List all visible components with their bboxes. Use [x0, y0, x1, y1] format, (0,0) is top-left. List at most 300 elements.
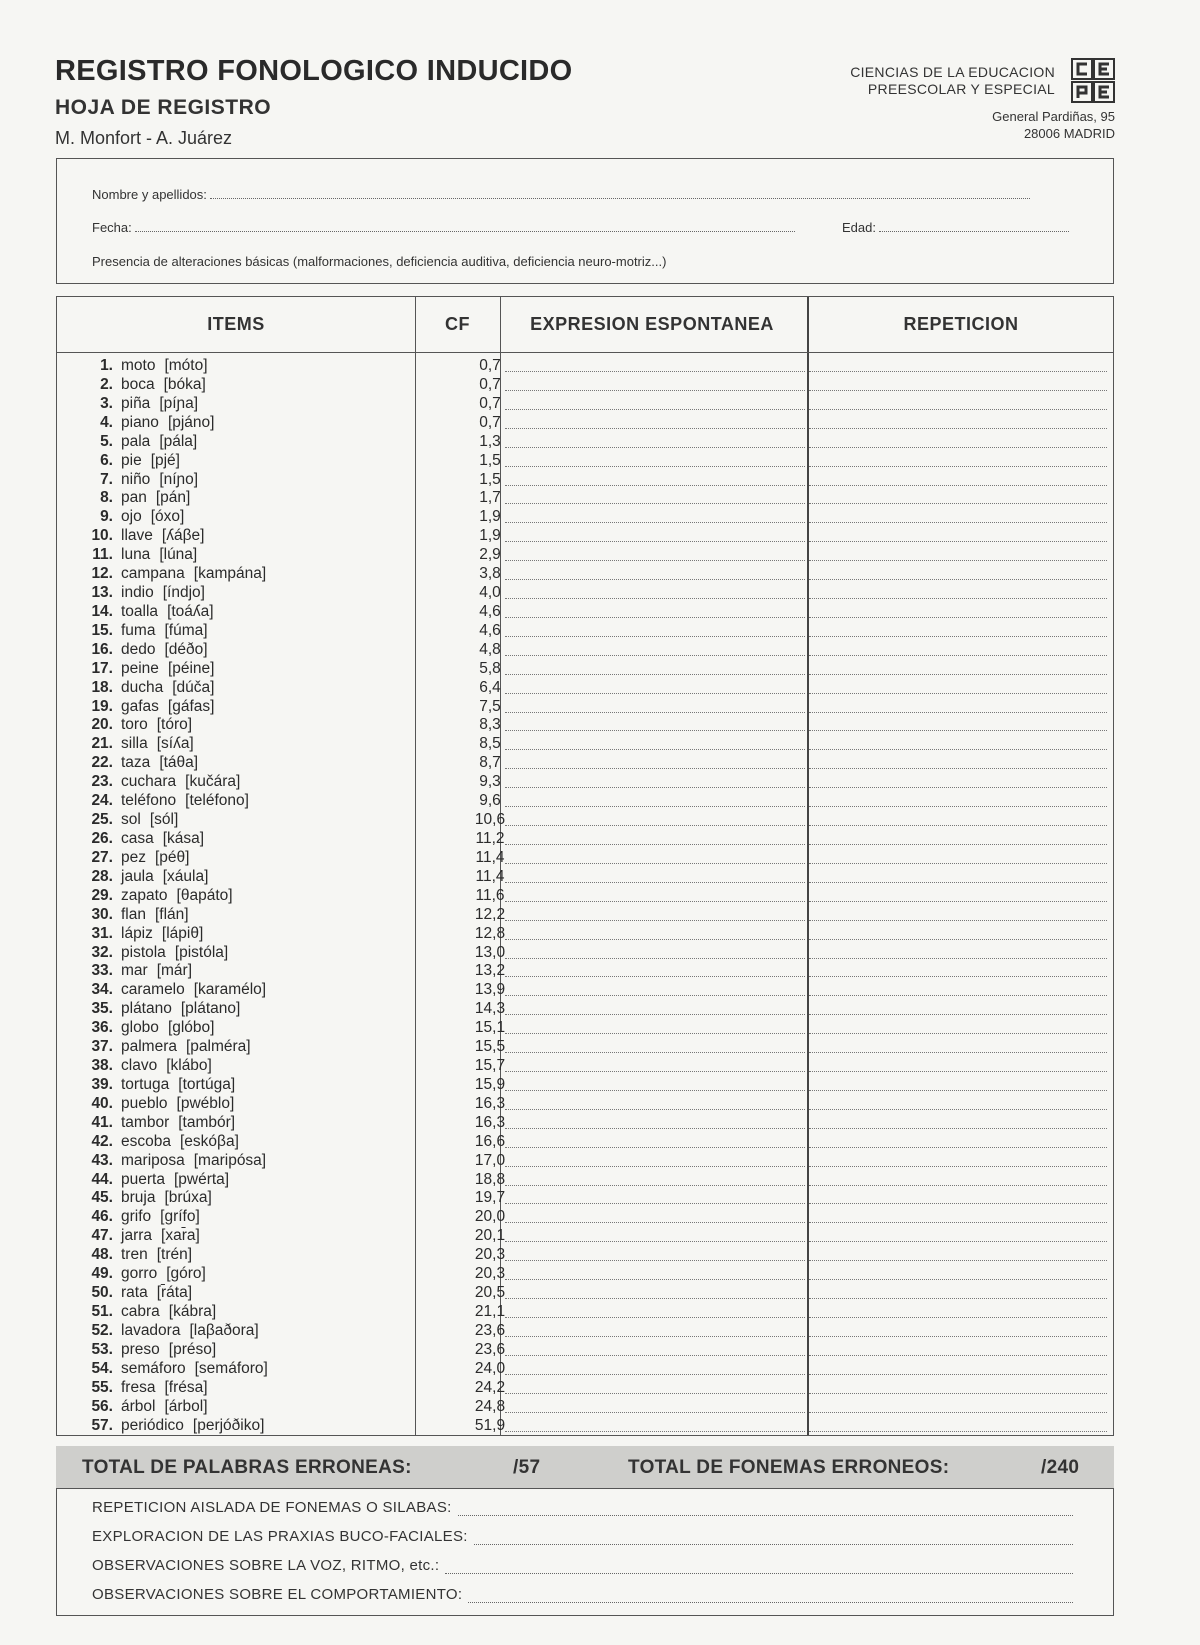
- repetition-answer-field[interactable]: [809, 588, 1107, 599]
- item-transcription: [bóka]: [163, 375, 206, 393]
- items-table: [56, 296, 1114, 1436]
- item-word-cell: [121, 1189, 212, 1207]
- item-transcription: [θapáto]: [176, 886, 233, 904]
- table-row: [57, 1152, 1115, 1171]
- repetition-answer-field[interactable]: [809, 1156, 1107, 1167]
- spontaneous-answer-field[interactable]: [505, 512, 805, 523]
- item-transcription: [dúča]: [172, 678, 215, 696]
- spontaneous-answer-field[interactable]: [505, 380, 805, 391]
- repetition-answer-field[interactable]: [809, 1307, 1107, 1318]
- item-word-cell: [121, 962, 192, 980]
- spontaneous-answer-field[interactable]: [505, 1421, 805, 1432]
- item-number: 56.: [91, 1397, 113, 1415]
- repetition-answer-field[interactable]: [809, 966, 1107, 977]
- spontaneous-answer-field[interactable]: [505, 702, 805, 713]
- spontaneous-answer-field[interactable]: [505, 531, 805, 542]
- item-cf: 8,3: [479, 716, 501, 734]
- item-word-cell: [121, 849, 189, 867]
- spontaneous-answer-field[interactable]: [505, 569, 805, 580]
- item-number: 2.: [100, 375, 113, 393]
- item-word: toro: [121, 716, 148, 734]
- table-row: [57, 395, 1115, 414]
- item-word: preso: [121, 1340, 160, 1358]
- repetition-answer-field[interactable]: [809, 758, 1107, 769]
- observation-praxias-field[interactable]: [474, 1532, 1073, 1545]
- spontaneous-answer-field[interactable]: [505, 588, 805, 599]
- spontaneous-answer-field[interactable]: [505, 645, 805, 656]
- item-word: semáforo: [121, 1359, 186, 1377]
- spontaneous-answer-field[interactable]: [505, 1061, 805, 1072]
- item-cf: 5,8: [479, 659, 501, 677]
- repetition-answer-field[interactable]: [809, 834, 1107, 845]
- item-word-cell: [121, 830, 204, 848]
- item-word-cell: [121, 433, 197, 451]
- item-transcription: [préso]: [168, 1340, 217, 1358]
- item-number: 13.: [91, 584, 113, 602]
- table-row: [57, 1246, 1115, 1265]
- repetition-answer-field[interactable]: [809, 475, 1107, 486]
- item-cf: 51,9: [474, 1416, 506, 1434]
- repetition-answer-field[interactable]: [809, 1099, 1107, 1110]
- item-number: 31.: [91, 924, 113, 942]
- item-cf: 21,1: [474, 1303, 506, 1320]
- spontaneous-answer-field[interactable]: [505, 1383, 805, 1394]
- table-row: [57, 981, 1115, 1000]
- item-cf: 1,5: [479, 470, 501, 488]
- item-cf: 13,0: [474, 943, 506, 961]
- item-transcription: [déðo]: [164, 640, 208, 658]
- item-word-cell: [121, 1303, 216, 1321]
- item-transcription: [lúna]: [159, 546, 198, 564]
- item-number: 12.: [91, 565, 113, 583]
- spontaneous-answer-field[interactable]: [505, 1193, 805, 1204]
- repetition-answer-field[interactable]: [809, 891, 1107, 902]
- repetition-answer-field[interactable]: [809, 1080, 1107, 1091]
- spontaneous-answer-field[interactable]: [505, 664, 805, 675]
- spontaneous-answer-field[interactable]: [505, 910, 805, 921]
- spontaneous-answer-field[interactable]: [505, 1326, 805, 1337]
- spontaneous-answer-field[interactable]: [505, 948, 805, 959]
- table-row: [57, 1019, 1115, 1038]
- spontaneous-answer-field[interactable]: [505, 777, 805, 788]
- spontaneous-answer-field[interactable]: [505, 1156, 805, 1167]
- table-row: [57, 471, 1115, 490]
- repetition-answer-field[interactable]: [809, 1212, 1107, 1223]
- total-phonemes-label: TOTAL DE FONEMAS ERRONEOS:: [628, 1457, 950, 1478]
- table-row: [57, 565, 1115, 584]
- item-word-cell: [121, 1322, 259, 1340]
- column-header-spontaneous: EXPRESION ESPONTANEA: [530, 314, 774, 334]
- item-word-cell: [121, 1341, 216, 1359]
- item-word-cell: [121, 716, 192, 734]
- repetition-answer-field[interactable]: [809, 985, 1107, 996]
- spontaneous-answer-field[interactable]: [505, 891, 805, 902]
- spontaneous-answer-field[interactable]: [505, 1004, 805, 1015]
- spontaneous-answer-field[interactable]: [505, 1402, 805, 1413]
- item-word-cell: [121, 1379, 208, 1397]
- publisher: [850, 64, 1055, 98]
- table-row: [57, 452, 1115, 471]
- item-number: 28.: [91, 867, 113, 885]
- spontaneous-answer-field[interactable]: [505, 966, 805, 977]
- item-number: 32.: [91, 943, 113, 961]
- item-cf: 7,5: [479, 697, 501, 715]
- date-field[interactable]: [135, 221, 795, 232]
- item-cf: 8,7: [479, 754, 501, 772]
- item-transcription: [lápiθ]: [161, 924, 204, 942]
- item-transcription: [tortúga]: [178, 1075, 236, 1093]
- item-number: 39.: [91, 1075, 113, 1093]
- spontaneous-answer-field[interactable]: [505, 1042, 805, 1053]
- spontaneous-answer-field[interactable]: [505, 929, 805, 940]
- repetition-answer-field[interactable]: [809, 1231, 1107, 1242]
- item-word-cell: [121, 1284, 192, 1302]
- repetition-answer-field[interactable]: [809, 1250, 1107, 1261]
- observation-behavior-label: OBSERVACIONES SOBRE EL COMPORTAMIENTO:: [92, 1586, 463, 1603]
- item-word-cell: [121, 1076, 235, 1094]
- repetition-answer-field[interactable]: [809, 550, 1107, 561]
- table-row: [57, 830, 1115, 849]
- item-cf: 0,7: [479, 357, 501, 374]
- item-number: 35.: [91, 1000, 113, 1018]
- spontaneous-answer-field[interactable]: [505, 739, 805, 750]
- item-cf: 6,4: [479, 678, 501, 696]
- item-word: fuma: [121, 621, 156, 639]
- spontaneous-answer-field[interactable]: [505, 834, 805, 845]
- item-cf: 3,8: [479, 565, 501, 583]
- item-word-cell: [121, 1227, 200, 1245]
- spontaneous-answer-field[interactable]: [505, 361, 805, 372]
- spontaneous-answer-field[interactable]: [505, 1250, 805, 1261]
- item-word: llave: [121, 527, 153, 545]
- item-word: jaula: [121, 867, 154, 885]
- item-number: 41.: [91, 1113, 113, 1131]
- repetition-answer-field[interactable]: [809, 1345, 1107, 1356]
- repetition-answer-field[interactable]: [809, 380, 1107, 391]
- item-number: 4.: [100, 413, 113, 431]
- item-transcription: [trén]: [156, 1246, 193, 1264]
- item-word: caramelo: [121, 981, 185, 999]
- repetition-answer-field[interactable]: [809, 512, 1107, 523]
- spontaneous-answer-field[interactable]: [505, 1118, 805, 1129]
- item-transcription: [síʎa]: [156, 735, 194, 753]
- repetition-answer-field[interactable]: [809, 929, 1107, 940]
- item-cf: 10,6: [474, 811, 506, 829]
- item-word: pueblo: [121, 1094, 168, 1112]
- spontaneous-answer-field[interactable]: [505, 418, 805, 429]
- item-word-cell: [121, 1019, 214, 1037]
- name-field[interactable]: [210, 188, 1030, 199]
- repetition-answer-field[interactable]: [809, 361, 1107, 372]
- item-transcription: [péθ]: [155, 848, 190, 866]
- repetition-answer-field[interactable]: [809, 702, 1107, 713]
- repetition-answer-field[interactable]: [809, 1175, 1107, 1186]
- item-cf: 0,7: [479, 394, 501, 412]
- table-row: [57, 527, 1115, 546]
- repetition-answer-field[interactable]: [809, 1023, 1107, 1034]
- repetition-answer-field[interactable]: [809, 1042, 1107, 1053]
- table-row: [57, 357, 1115, 376]
- repetition-answer-field[interactable]: [809, 739, 1107, 750]
- spontaneous-answer-field[interactable]: [505, 1099, 805, 1110]
- repetition-answer-field[interactable]: [809, 815, 1107, 826]
- spontaneous-answer-field[interactable]: [505, 475, 805, 486]
- item-cf: 14,3: [474, 1000, 506, 1018]
- spontaneous-answer-field[interactable]: [505, 493, 805, 504]
- item-word-cell: [121, 754, 198, 772]
- observation-behavior-field[interactable]: [468, 1590, 1073, 1603]
- age-row: [842, 220, 1082, 235]
- item-word-cell: [121, 395, 198, 413]
- table-row: [57, 546, 1115, 565]
- item-word-cell: [121, 660, 214, 678]
- item-word-cell: [121, 1038, 251, 1056]
- item-word-cell: [121, 452, 180, 470]
- repetition-answer-field[interactable]: [809, 910, 1107, 921]
- item-cf: 1,9: [479, 508, 501, 526]
- spontaneous-answer-field[interactable]: [505, 985, 805, 996]
- table-row: [57, 1341, 1115, 1360]
- repetition-answer-field[interactable]: [809, 607, 1107, 618]
- spontaneous-answer-field[interactable]: [505, 607, 805, 618]
- repetition-answer-field[interactable]: [809, 1383, 1107, 1394]
- spontaneous-answer-field[interactable]: [505, 1231, 805, 1242]
- item-transcription: [glóbo]: [167, 1019, 215, 1037]
- item-transcription: [grífo]: [160, 1208, 200, 1226]
- item-number: 53.: [91, 1340, 113, 1358]
- item-word: periódico: [121, 1416, 184, 1434]
- item-transcription: [pjáno]: [167, 413, 215, 431]
- spontaneous-answer-field[interactable]: [505, 1345, 805, 1356]
- item-word: ducha: [121, 678, 164, 696]
- item-number: 16.: [91, 640, 113, 658]
- item-number: 51.: [91, 1303, 113, 1320]
- table-row: [57, 1076, 1115, 1095]
- age-label: Edad:: [842, 220, 876, 235]
- repetition-answer-field[interactable]: [809, 948, 1107, 959]
- table-row: [57, 1284, 1115, 1303]
- item-transcription: [sól]: [149, 811, 179, 829]
- item-cf: 16,3: [474, 1113, 506, 1131]
- item-cf: 15,7: [474, 1057, 506, 1075]
- repetition-answer-field[interactable]: [809, 645, 1107, 656]
- repetition-answer-field[interactable]: [809, 1137, 1107, 1148]
- item-cf: 11,4: [475, 848, 505, 866]
- item-word-cell: [121, 1095, 234, 1113]
- spontaneous-answer-field[interactable]: [505, 796, 805, 807]
- item-word: grifo: [121, 1208, 152, 1226]
- address-line-1: General Pardiñas, 95: [992, 109, 1115, 124]
- repetition-answer-field[interactable]: [809, 1118, 1107, 1129]
- observation-behavior-row: [92, 1586, 1073, 1603]
- item-number: 48.: [91, 1246, 113, 1264]
- item-transcription: [toáʎa]: [167, 602, 214, 620]
- spontaneous-answer-field[interactable]: [505, 720, 805, 731]
- item-transcription: [klábo]: [166, 1057, 212, 1075]
- repetition-answer-field[interactable]: [809, 1326, 1107, 1337]
- item-number: 9.: [100, 508, 113, 526]
- item-cf: 9,3: [479, 773, 501, 791]
- item-word-cell: [121, 868, 208, 886]
- spontaneous-answer-field[interactable]: [505, 872, 805, 883]
- item-transcription: [perjóðiko]: [192, 1416, 265, 1434]
- item-word: casa: [121, 830, 154, 847]
- repetition-answer-field[interactable]: [809, 1288, 1107, 1299]
- spontaneous-answer-field[interactable]: [505, 1364, 805, 1375]
- item-word-cell: [121, 1246, 192, 1264]
- item-transcription: [fúma]: [164, 621, 208, 639]
- item-transcription: [tambór]: [178, 1113, 236, 1131]
- item-word-cell: [121, 981, 266, 999]
- spontaneous-answer-field[interactable]: [505, 815, 805, 826]
- table-row: [57, 944, 1115, 963]
- table-row: [57, 868, 1115, 887]
- repetition-answer-field[interactable]: [809, 456, 1107, 467]
- item-word-cell: [121, 357, 208, 375]
- item-cf: 20,5: [474, 1284, 506, 1302]
- table-row: [57, 376, 1115, 395]
- item-number: 38.: [91, 1057, 113, 1075]
- spontaneous-answer-field[interactable]: [505, 1269, 805, 1280]
- observation-voice-field[interactable]: [445, 1561, 1073, 1574]
- item-word-cell: [121, 376, 206, 394]
- observation-isolated-field[interactable]: [458, 1503, 1073, 1516]
- repetition-answer-field[interactable]: [809, 720, 1107, 731]
- repetition-answer-field[interactable]: [809, 1421, 1107, 1432]
- spontaneous-answer-field[interactable]: [505, 456, 805, 467]
- item-transcription: [gáfas]: [167, 697, 215, 715]
- item-word: niño: [121, 470, 151, 488]
- item-number: 15.: [91, 621, 113, 639]
- item-word-cell: [121, 1057, 212, 1075]
- spontaneous-answer-field[interactable]: [505, 1137, 805, 1148]
- repetition-answer-field[interactable]: [809, 1364, 1107, 1375]
- total-phonemes-max: /240: [1041, 1457, 1080, 1478]
- repetition-answer-field[interactable]: [809, 437, 1107, 448]
- item-transcription: [kása]: [162, 830, 205, 847]
- repetition-answer-field[interactable]: [809, 399, 1107, 410]
- item-word-cell: [121, 944, 228, 962]
- item-transcription: [kábra]: [168, 1303, 217, 1320]
- item-cf: 11,4: [475, 867, 505, 885]
- item-cf: 20,0: [474, 1208, 506, 1226]
- item-cf: 11,6: [475, 886, 505, 904]
- item-transcription: [péine]: [167, 659, 215, 677]
- table-row: [57, 887, 1115, 906]
- item-transcription: [píɲa]: [159, 394, 199, 412]
- spontaneous-answer-field[interactable]: [505, 1175, 805, 1186]
- spontaneous-answer-field[interactable]: [505, 683, 805, 694]
- repetition-answer-field[interactable]: [809, 777, 1107, 788]
- spontaneous-answer-field[interactable]: [505, 758, 805, 769]
- table-row: [57, 773, 1115, 792]
- item-number: 8.: [100, 489, 113, 507]
- age-field[interactable]: [879, 221, 1069, 232]
- item-transcription: [maripósa]: [193, 1151, 267, 1169]
- item-word-cell: [121, 1265, 206, 1283]
- spontaneous-answer-field[interactable]: [505, 550, 805, 561]
- spontaneous-answer-field[interactable]: [505, 626, 805, 637]
- table-row: [57, 1360, 1115, 1379]
- repetition-answer-field[interactable]: [809, 626, 1107, 637]
- item-cf: 20,1: [474, 1227, 506, 1245]
- spontaneous-answer-field[interactable]: [505, 853, 805, 864]
- repetition-answer-field[interactable]: [809, 853, 1107, 864]
- authors: M. Monfort - A. Juárez: [55, 128, 233, 148]
- table-row: [57, 1265, 1115, 1284]
- observation-voice-label: OBSERVACIONES SOBRE LA VOZ, RITMO, etc.:: [92, 1557, 440, 1574]
- repetition-answer-field[interactable]: [809, 493, 1107, 504]
- item-word: cabra: [121, 1303, 160, 1320]
- item-cf: 15,1: [474, 1019, 506, 1037]
- item-number: 54.: [91, 1359, 113, 1377]
- item-transcription: [xáula]: [162, 867, 209, 885]
- table-row: [57, 1303, 1115, 1322]
- repetition-answer-field[interactable]: [809, 796, 1107, 807]
- item-number: 36.: [91, 1019, 113, 1037]
- item-cf: 2,9: [479, 546, 501, 564]
- table-row: [57, 1000, 1115, 1019]
- item-number: 37.: [91, 1038, 113, 1056]
- repetition-answer-field[interactable]: [809, 1193, 1107, 1204]
- item-word: plátano: [121, 1000, 172, 1018]
- item-transcription: [níɲo]: [159, 470, 199, 488]
- spontaneous-answer-field[interactable]: [505, 1288, 805, 1299]
- repetition-answer-field[interactable]: [809, 1402, 1107, 1413]
- repetition-answer-field[interactable]: [809, 418, 1107, 429]
- repetition-answer-field[interactable]: [809, 531, 1107, 542]
- table-row: [57, 414, 1115, 433]
- item-word-cell: [121, 546, 197, 564]
- repetition-answer-field[interactable]: [809, 1061, 1107, 1072]
- date-row: [92, 220, 812, 235]
- table-row: [57, 925, 1115, 944]
- item-word-cell: [121, 414, 214, 432]
- table-row: [57, 679, 1115, 698]
- repetition-answer-field[interactable]: [809, 683, 1107, 694]
- item-number: 25.: [91, 811, 113, 829]
- item-number: 26.: [91, 830, 113, 847]
- repetition-answer-field[interactable]: [809, 569, 1107, 580]
- item-word: tren: [121, 1246, 148, 1264]
- item-number: 40.: [91, 1094, 113, 1112]
- item-cf: 11,2: [475, 830, 505, 847]
- spontaneous-answer-field[interactable]: [505, 399, 805, 410]
- item-word-cell: [121, 792, 249, 810]
- spontaneous-answer-field[interactable]: [505, 1023, 805, 1034]
- spontaneous-answer-field[interactable]: [505, 1307, 805, 1318]
- spontaneous-answer-field[interactable]: [505, 1080, 805, 1091]
- observation-isolated-label: REPETICION AISLADA DE FONEMAS O SILABAS:: [92, 1499, 452, 1516]
- spontaneous-answer-field[interactable]: [505, 437, 805, 448]
- spontaneous-answer-field[interactable]: [505, 1212, 805, 1223]
- item-word-cell: [121, 811, 178, 829]
- repetition-answer-field[interactable]: [809, 872, 1107, 883]
- column-header-repetition: REPETICION: [903, 314, 1019, 334]
- item-word: toalla: [121, 602, 159, 620]
- item-number: 55.: [91, 1378, 113, 1396]
- repetition-answer-field[interactable]: [809, 664, 1107, 675]
- item-cf: 1,9: [479, 527, 501, 545]
- item-cf: 24,0: [474, 1359, 506, 1377]
- repetition-answer-field[interactable]: [809, 1004, 1107, 1015]
- item-transcription: [eskóβa]: [179, 1132, 239, 1150]
- item-number: 19.: [91, 697, 113, 715]
- item-word: pan: [121, 489, 147, 507]
- repetition-answer-field[interactable]: [809, 1269, 1107, 1280]
- item-word: pie: [121, 451, 142, 469]
- item-word: lápiz: [121, 924, 153, 942]
